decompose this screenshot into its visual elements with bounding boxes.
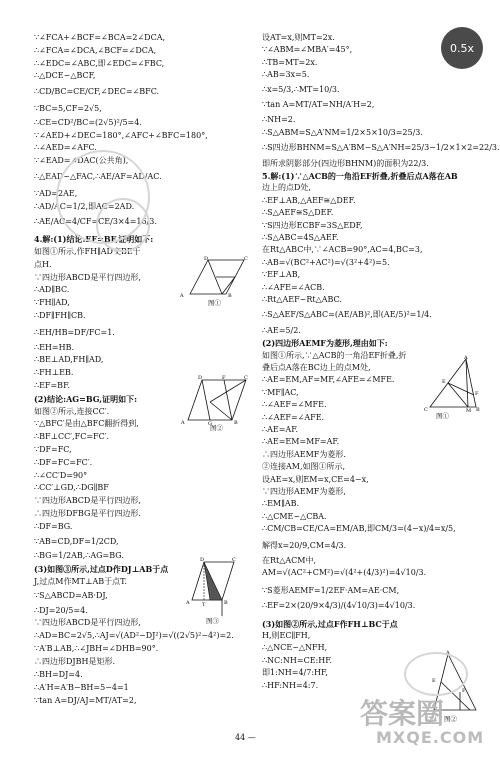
right-line: 如图①所示,∵△ACB的一角沿EF折叠,折 [262,350,407,360]
right-line: 在Rt△ACM中, [262,556,317,565]
left-line: ∴CE=CD²/BC=(2√5)²/5=4. [34,117,142,127]
left-line: ∴∠FCA=∠DCA,∠BCF=∠DCA, [34,45,157,55]
figure-2-parallelogram [180,374,250,432]
right-line: (2)四边形AEMF为菱形,理由如下: [262,338,388,349]
left-line: ∴四边形DJBH是矩形. [34,656,116,666]
right-line: ∵S菱形AEMF=1/2EF·AM=AE·CM, [262,585,400,595]
right-line: 设AE=x,则EM=x,CE=4−x, [262,474,369,484]
figure-3-parallelogram [186,556,246,625]
left-line: ∴CC′⊥GD,∴DG∥BF [34,483,109,493]
svg-text:E: E [432,678,436,684]
right-line: ∴EF⊥AB,△AEF≅△DEF. [262,195,356,205]
right-line: 设AT=x,则MT=2x. [262,33,335,42]
right-line: ∴∠AFE=∠ACB. [262,282,325,292]
left-line: ∵tan A=DJ/AJ=MT/AT=2, [34,696,137,706]
right-figure-1-triangle [424,355,480,420]
right-line: ∴AB=3x=5. [262,70,310,80]
svg-text:C: C [244,256,248,262]
right-line: 解得x=20/9,CM=4/3. [262,540,347,550]
right-line: ∴S△ABM=S△A′NM=1/2×5×10/3=25/3. [262,127,423,137]
svg-text:D: D [198,375,203,381]
left-line: ∴BE⊥AD,FH∥AD, [34,355,104,365]
left-line: ∵FH∥AD, [34,298,70,308]
svg-text:A: A [180,293,184,299]
right-line: ∵MF∥AC, [262,387,299,397]
figure-2-caption: 图② [210,424,223,432]
left-line: ∴AD=BC=2√5,∴AJ=√(AD²−DJ²)=√((2√5)²−4²)=2. [34,631,234,641]
right-line: AM=√(AC²+CM²)=√(4²+(4/3)²)=4√10/3. [262,568,427,578]
right-line: ∴S△AEF/S△ABC=(AE/AB)²,即(AE/5)²=1/4. [262,310,432,320]
svg-text:A: A [181,420,185,426]
right-line: ∴x=5/3,∴MT=10/3. [262,84,340,94]
left-line: ∴CD/BC=CE/CF,∠DEC=∠BFC. [34,87,160,97]
right-line: ②连接AM,如图①所示, [262,462,346,472]
left-line: ∵A′B⊥AB,∴∠JBH=∠DHB=90°. [34,644,159,653]
left-line: ∴EH/HB=DF/FC=1. [34,327,115,337]
right-line: ∴S四边形BHNM=S△A′BM−S△A′NH=25/3−1/2×1×2=22/3. [262,143,500,153]
left-line: ∴AD/AC=1/2,即AC=2AD. [34,201,135,211]
right-line: ∴EM∥AB. [262,499,300,509]
right-line: 边上的点D处, [262,183,311,193]
left-line: (2)结论:AG=BG,证明如下: [34,393,138,404]
page-number: 44 — [235,733,256,742]
right-figure-1-caption: 图① [436,412,449,420]
watermark-url-text: MXQE.COM [376,728,485,747]
left-line: ∵∠FCA+∠BCF=∠BCA=2∠DCA, [34,33,166,42]
figure-1-caption: 图① [208,299,221,307]
right-line: ∴△CME∽△CBA. [262,511,327,521]
left-line: (3)如图③所示,过点D作DJ⊥AB于点 [34,564,169,575]
left-line: ∵四边形ABCD是平行四边形, [34,618,141,628]
left-line: ∴BH=DJ=4. [34,669,83,679]
left-line: ∴AD∥BC. [34,285,70,295]
left-line: ∴AE/AC=4/CF=CE/3×4=16/3. [34,217,157,227]
left-line: ∴DF∥FH∥CB. [34,311,86,320]
right-line: 在Rt△ABC中,∵∠ACB=90°,AC=4,BC=3, [262,245,423,255]
left-line: ∴△DCE∽△BCF, [34,71,96,81]
right-line: ∴AE=EM,AF=MF,∠AFE=∠MFE. [262,375,395,385]
left-line: ∵BC=5,CF=2√5, [34,104,102,113]
left-line: 4.解:(1)结论:EF=BF,证明如下: [34,234,154,245]
left-line: ∴EF=BF. [34,381,70,390]
right-line: H,则EC∥FH, [262,631,311,640]
svg-text:B: B [224,600,228,606]
left-line: ∴BG=1/2AB,∴AG=BG. [34,551,124,561]
left-line: ∵△BFC′是由△BFC翻折得到, [34,419,139,429]
left-line: ∴四边形DFBG是平行四边形. [34,509,141,518]
right-line: ∴NH=2. [262,115,296,125]
right-line: (3)如图②所示,过点F作FH⊥BC于点 [262,618,398,629]
right-line: ∴四边形AEMF为菱形. [262,449,346,459]
svg-text:F: F [462,688,466,694]
left-line: ∵∠EAD=∠DAC(公共角), [34,156,129,166]
left-line: ∴DF=BG. [34,521,73,531]
right-line: ∴Rt△AEF∽Rt△ABC. [262,295,342,304]
figure-1-parallelogram [178,256,248,307]
right-line: ∵∠ABM=∠MBA′=45°, [262,45,353,55]
svg-text:A: A [464,355,468,361]
svg-text:T: T [202,602,206,608]
left-line: ∵∠AED+∠DEC=180°,∠AFC+∠BFC=180°, [34,130,208,140]
svg-text:B: B [476,407,480,413]
svg-text:D: D [204,256,209,262]
svg-text:A: A [186,600,190,606]
left-line: ∵S△ABCD=AB·DJ, [34,590,108,600]
svg-text:E: E [442,379,446,385]
right-line: ∴△NCE∽△NFH, [262,643,328,653]
left-line: ∵四边形ABCD是平行四边形, [34,272,141,282]
left-line: ∴A′H=A′B−BH=5−4=1 [34,683,129,693]
left-line: ∴DJ=20/5=4. [34,605,88,615]
right-line: ∴∠AEF=∠AFE. [262,412,325,422]
svg-text:C: C [424,407,428,413]
svg-text:A: A [446,650,450,656]
right-line: ∴S△ABC=4S△AEF. [262,233,339,242]
right-line: ∴S△AEF≅S△DEF. [262,208,334,218]
right-line: 5.解:(1)∵△ACB的一角沿EF折叠,折叠后点A落在AB [262,171,458,181]
right-line: ∴AB=√(BC²+AC²)=√(3²+4²)=5. [262,257,390,267]
right-line: ∴NC:NH=CE:HF. [262,655,333,665]
left-line: ∴∠AED=∠AFC. [34,143,97,153]
left-line: ∴BF⊥CC′,FC=FC′. [34,432,110,442]
svg-text:C: C [244,375,248,381]
svg-text:F: F [222,375,226,381]
right-line: ∵EF⊥AB, [262,270,301,280]
svg-text:F: F [475,391,479,397]
left-line: ∵DF=FC, [34,445,72,454]
right-line: ∵S四边形ECBF=3S△EDF, [262,220,363,230]
left-line: ∵AB=CD,DF=1/2CD, [34,536,119,546]
svg-text:B: B [234,420,238,426]
right-line: ∴EF=2×(20/9×4/3)/(4√10/3)=4√10/3. [262,601,416,611]
right-line: 即1:NH=4/7:HF, [262,668,328,678]
left-line: ∵四边形ABCD是平行四边形, [34,496,141,506]
left-line: J,过点M作MT⊥AB于点T. [34,577,127,586]
svg-text:G: G [208,421,212,426]
watermark-stamp-left-2 [96,198,150,252]
right-line: ∵tan A=MT/AT=NH/A′H=2, [262,100,375,109]
left-line: 如图②所示,连接CC′. [34,406,110,416]
right-line: ∴AE=5/2. [262,325,301,335]
left-line: 点H. [34,259,52,269]
left-line: ∴EH=HB. [34,342,75,352]
left-line: ∵AD=2AE, [34,188,78,198]
playback-speed-badge[interactable]: 0.5x [441,27,483,69]
svg-text:M: M [466,408,472,413]
left-line: ∴∠EDC=∠ABC,即∠EDC=∠FBC, [34,58,165,68]
right-line: ∴HF:NH=4:7. [262,680,319,690]
left-line: ∴△EAD∽△FAC,∴AE/AF=AD/AC. [34,172,162,181]
svg-text:C: C [232,557,236,563]
figure-3-caption: 图③ [206,617,219,625]
left-line: ∴DF=FC=FC′. [34,457,93,467]
right-line: ∴∠AEF=∠MFE. [262,400,327,410]
right-line: ∵四边形AEMF为菱形, [262,487,346,496]
watermark-brand-text: 答案圈 [360,697,445,730]
right-line: ∴CM/CB=CE/CA=EM/AB,即CM/3=(4−x)/4=x/5, [262,524,456,534]
svg-text:D: D [200,557,205,563]
left-line: ∴FH⊥EB. [34,368,74,378]
right-figure-2-caption: 图② [444,715,457,723]
right-line: 叠后点A落在BC边上的点M处, [262,363,371,372]
left-line: ∴∠CC′D=90° [34,470,88,480]
right-line: ∴AE=EM=MF=AF. [262,437,340,447]
right-line: 即所求阴影部分(四边形BHNM)的面积为22/3. [262,158,429,168]
right-line: ∴AE=AF. [262,425,299,434]
svg-text:B: B [228,293,232,299]
watermark-stamp-right [404,652,468,696]
right-line: ∴TB=MT=2x. [262,57,318,67]
left-line: 如图①所示,作FH∥AD交BE于 [34,247,141,256]
